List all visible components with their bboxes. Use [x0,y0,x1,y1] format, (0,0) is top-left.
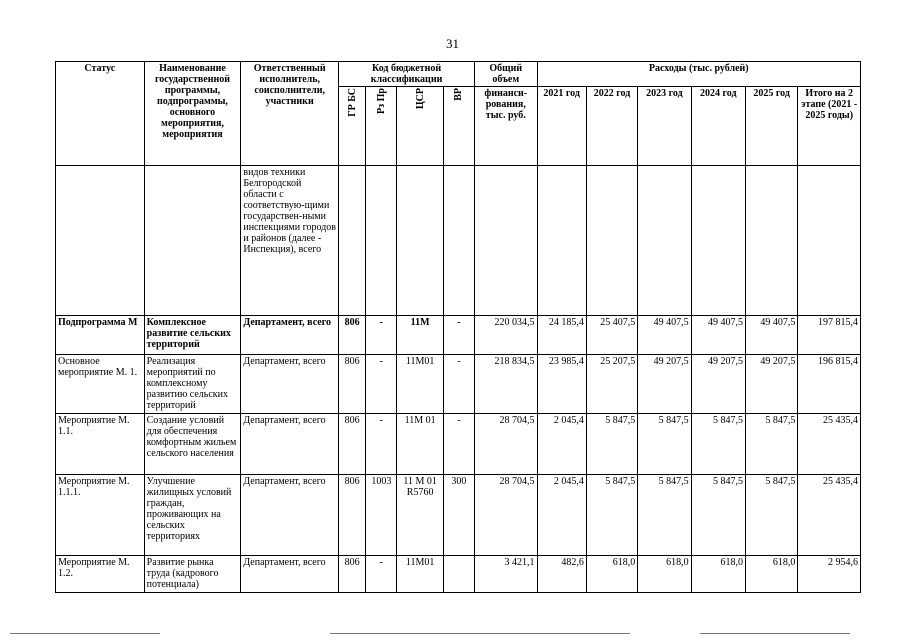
cell-empty [397,166,443,316]
cell-grbs: 806 [339,475,366,556]
cell-csr: 11М 01 [397,414,443,475]
header-grbs-label: ГР БС [346,88,358,117]
cell-2022: 25 207,5 [586,355,637,414]
cell-2025: 49 407,5 [745,316,797,355]
cell-2022: 618,0 [586,556,637,593]
cell-2021: 482,6 [537,556,586,593]
cell-2021: 2 045,4 [537,475,586,556]
header-row-top [56,62,861,87]
continuation-text: видов техники Белгородской области с соответствую-щими государствен-ными инспекциями городов и районов (далее - Инспекция), всего [241,166,339,316]
cell-2025: 5 847,5 [745,414,797,475]
cell-csr: 11М01 [397,556,443,593]
header-grbs [339,87,366,166]
budget-table [55,61,861,593]
cell-vr: - [443,355,474,414]
cell-status: Мероприятие М. 1.2. [56,556,145,593]
cell-empty [638,166,691,316]
cell-status: Основное мероприятие М. 1. [56,355,145,414]
cell-grbs: 806 [339,355,366,414]
cell-executor: Департамент, всего [241,475,339,556]
header-expenses: Расходы (тыс. рублей) [537,62,861,87]
cell-rzpr: - [366,556,397,593]
cell-itogo: 25 435,4 [798,414,861,475]
cell-itogo: 196 815,4 [798,355,861,414]
cell-vr [443,556,474,593]
footer-divider-left [10,633,160,634]
cell-total: 28 704,5 [475,475,537,556]
table-row [56,556,861,593]
header-executor: Ответственный исполнитель, соисполнители, участники [241,62,339,166]
table-row [56,414,861,475]
table-row [56,355,861,414]
cell-2025: 49 207,5 [745,355,797,414]
cell-2021: 24 185,4 [537,316,586,355]
cell-name: Комплексное развитие сельских территорий [144,316,241,355]
cell-executor: Департамент, всего [241,556,339,593]
cell-2024: 5 847,5 [691,475,745,556]
cell-name: Улучшение жилищных условий граждан, проживающих на сельских территориях [144,475,241,556]
cell-grbs: 806 [339,556,366,593]
table-row [56,316,861,355]
cell-empty [475,166,537,316]
page-number: 31 [446,36,459,51]
cell-rzpr: - [366,316,397,355]
cell-empty [366,166,397,316]
cell-2025: 618,0 [745,556,797,593]
cell-grbs: 806 [339,414,366,475]
cell-2024: 618,0 [691,556,745,593]
footer-divider-mid [330,633,630,634]
cell-itogo: 25 435,4 [798,475,861,556]
cell-2023: 5 847,5 [638,414,691,475]
cell-csr: 11М [397,316,443,355]
cell-2023: 49 207,5 [638,355,691,414]
cell-name: Создание условий для обеспечения комфортным жильем сельского населения [144,414,241,475]
cell-empty [56,166,145,316]
cell-2024: 49 407,5 [691,316,745,355]
cell-total: 3 421,1 [475,556,537,593]
cell-name: Реализация мероприятий по комплексному развитию сельских территорий [144,355,241,414]
footer-divider-right [700,633,850,634]
cell-empty [443,166,474,316]
header-vr [443,87,474,166]
cell-empty [745,166,797,316]
header-status: Статус [56,62,145,166]
cell-csr: 11 М 01 R5760 [397,475,443,556]
cell-2022: 25 407,5 [586,316,637,355]
cell-empty [586,166,637,316]
cell-rzpr: - [366,355,397,414]
cell-2023: 618,0 [638,556,691,593]
header-total-top: Общий объем [475,62,537,87]
cell-itogo: 2 954,6 [798,556,861,593]
cell-name: Развитие рынка труда (кадрового потенциала) [144,556,241,593]
cell-total: 220 034,5 [475,316,537,355]
header-2024: 2024 год [691,87,745,166]
header-budget-code: Код бюджетной классификации [339,62,475,87]
header-vr-label: ВР [453,88,465,101]
header-name: Наименование государственной программы, подпрограммы, основного мероприятия, мероприятия [144,62,241,166]
cell-vr: - [443,316,474,355]
cell-2022: 5 847,5 [586,475,637,556]
continuation-row [56,166,861,316]
cell-empty [339,166,366,316]
header-csr-label: ЦСР [414,88,426,110]
cell-rzpr: - [366,414,397,475]
cell-csr: 11М01 [397,355,443,414]
header-itogo: Итого на 2 этапе (2021 - 2025 годы) [798,87,861,166]
header-rzpr [366,87,397,166]
cell-2024: 5 847,5 [691,414,745,475]
header-rzpr-label: Рз Пр [375,88,387,114]
cell-total: 218 834,5 [475,355,537,414]
cell-status: Мероприятие М. 1.1.1. [56,475,145,556]
header-total-bottom: финанси-рования, тыс. руб. [475,87,537,166]
header-2025: 2025 год [745,87,797,166]
cell-empty [144,166,241,316]
cell-rzpr: 1003 [366,475,397,556]
header-2023: 2023 год [638,87,691,166]
cell-status: Подпрограмма М [56,316,145,355]
cell-vr: 300 [443,475,474,556]
cell-vr: - [443,414,474,475]
cell-total: 28 704,5 [475,414,537,475]
cell-2025: 5 847,5 [745,475,797,556]
header-csr [397,87,443,166]
cell-2021: 23 985,4 [537,355,586,414]
cell-grbs: 806 [339,316,366,355]
table-row [56,475,861,556]
cell-executor: Департамент, всего [241,414,339,475]
cell-executor: Департамент, всего [241,355,339,414]
cell-2023: 5 847,5 [638,475,691,556]
cell-2022: 5 847,5 [586,414,637,475]
cell-empty [691,166,745,316]
cell-2021: 2 045,4 [537,414,586,475]
cell-2023: 49 407,5 [638,316,691,355]
cell-executor: Департамент, всего [241,316,339,355]
header-2021: 2021 год [537,87,586,166]
cell-2024: 49 207,5 [691,355,745,414]
cell-empty [537,166,586,316]
cell-empty [798,166,861,316]
cell-status: Мероприятие М. 1.1. [56,414,145,475]
header-2022: 2022 год [586,87,637,166]
cell-itogo: 197 815,4 [798,316,861,355]
